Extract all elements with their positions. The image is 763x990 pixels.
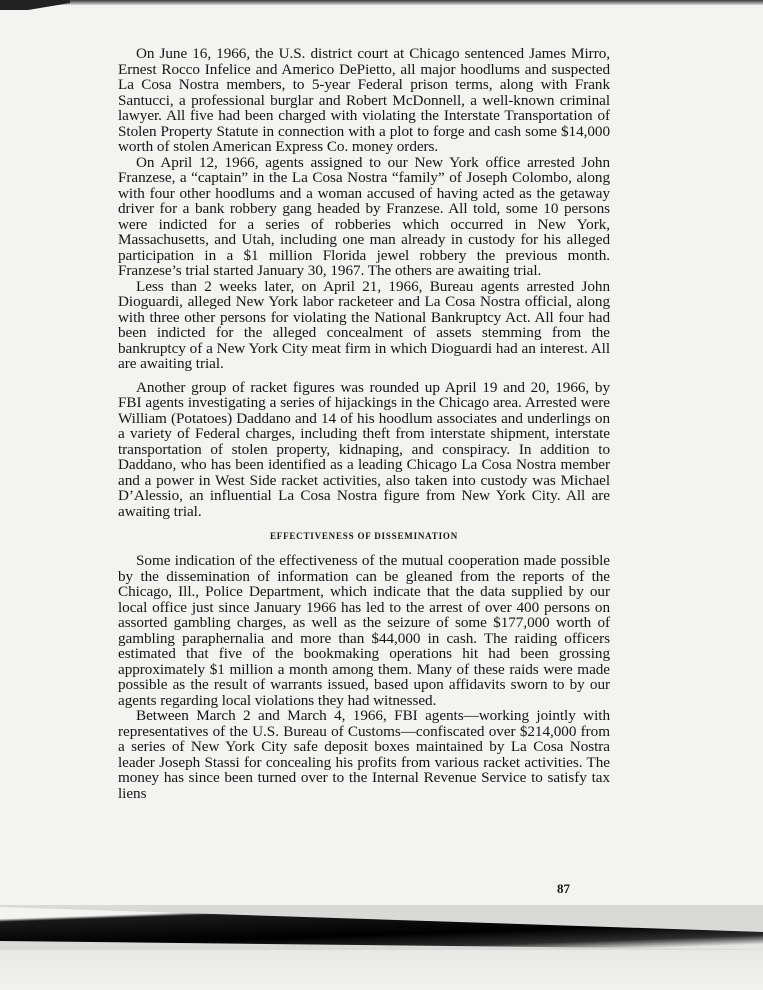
page-number: 87: [557, 881, 570, 896]
paragraph-franzese-arrest: On April 12, 1966, agents assigned to our New York office arrested John Franzese, a “captain” in the La Cosa Nostra “family” of Joseph Colombo, along with four other hoodlums and a woman accused of having acted as the getaway driver for a bank robbery gang headed by Franzese. All told, some 10 persons were indicted for a series of robberies which occurred in New York, Massachusetts, and Utah, including one man already in custody for his alleged participation in a $1 million Florida jewel robbery the previous month. Franzese’s trial started January 30, 1967. The others are awaiting trial.: [118, 153, 610, 279]
paragraph-mirro-sentencing: On June 16, 1966, the U.S. district court at Chicago sentenced James Mirro, Ernest Rocco Infelice and Americo DePietto, all major hoodlums and suspected La Cosa Nostra members, to 5-year Federal prison terms, along with Frank Santucci, a professional burglar and Robert McDonnell, a well-known criminal lawyer. All five had been charged with violating the Interstate Transportation of Stolen Property Statute in connection with a plot to forge and cash some $14,000 worth of stolen American Express Co. money orders.: [118, 45, 610, 155]
document-page: [118, 46, 610, 801]
scan-corner-mark: [0, 0, 70, 10]
paragraph-chicago-police: Some indication of the effectiveness of the mutual cooperation made possible by the dissemination of information can be gleaned from the reports of the Chicago, Ill., Police Department, which indicate that the data supplied by our local office just since January 1966 has led to the arrest of over 400 persons on assorted gambling charges, as well as the seizure of some $177,000 worth of gambling paraphernalia and more than $44,000 in cash. The raiding officers estimated that five of the bookmaking operations hit had been grossing approximately $1 million a month among them. Many of these raids were made possible as the result of warrants issued, based upon affidavits sworn to by our agents regarding local violations they had witnessed.: [118, 552, 610, 709]
paragraph-stassi-confiscation: Between March 2 and March 4, 1966, FBI agents—working jointly with representatives of the U.S. Bureau of Customs—confiscated over $214,000 from a series of New York City safe deposit boxes maintained by La Cosa Nostra leader Joseph Stassi for concealing his profits from various racket activities. The money has since been turned over to the Internal Revenue Service to satisfy tax liens: [118, 707, 610, 802]
paragraph-dioguardi-arrest: Less than 2 weeks later, on April 21, 1966, Bureau agents arrested John Dioguardi, alleged New York labor racketeer and La Cosa Nostra official, along with three other persons for violating the National Bankruptcy Act. All four had been indicted for the alleged concealment of assets stemming from the bankruptcy of a New York City meat firm in which Dioguardi had an interest. All are awaiting trial.: [118, 277, 610, 372]
scan-top-edge: [0, 0, 763, 5]
paragraph-daddano-roundup: Another group of racket figures was rounded up April 19 and 20, 1966, by FBI agents investigating a series of hijackings in the Chicago area. Arrested were William (Potatoes) Daddano and 14 of his hoodlum associates and underlings on a variety of Federal charges, including theft from interstate shipment, interstate transportation of stolen property, kidnaping, and conspiracy. In addition to Daddano, who has been identified as a leading Chicago La Cosa Nostra member and a power in West Side racket activities, also taken into custody was Michael D’Alessio, an influential La Cosa Nostra figure from New York City. All are awaiting trial.: [118, 378, 610, 520]
section-heading: EFFECTIVENESS OF DISSEMINATION: [269, 531, 459, 541]
scan-bottom-margin: [0, 950, 763, 990]
